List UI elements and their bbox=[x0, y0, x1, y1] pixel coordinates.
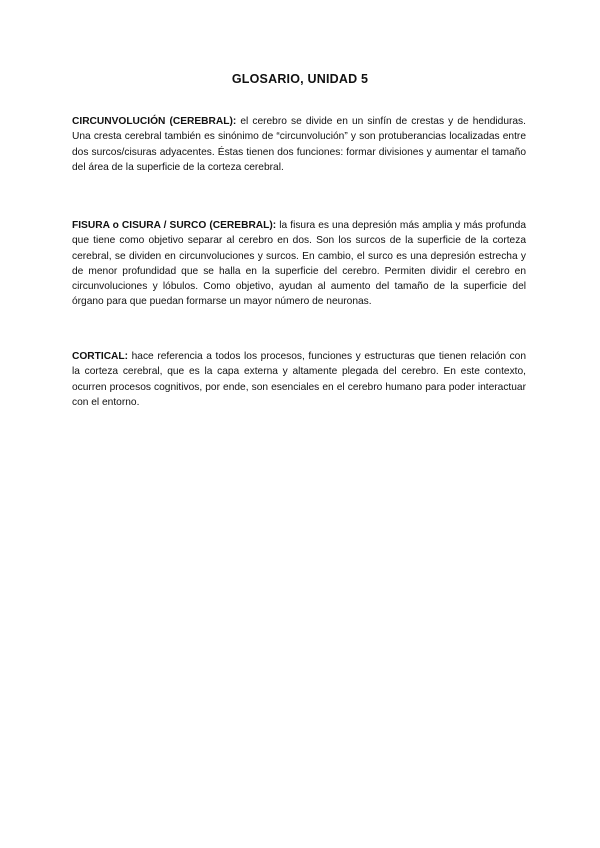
glossary-definition: la fisura es una depresión más amplia y más profunda que tiene como objetivo separar al cerebro en dos. Son los surcos de la superficie de la corteza cerebral, se dividen en circunvoluciones y surcos. En cambio, el surco es una depresión estrecha y de menor profundidad que se halla en la superficie del cerebro. Permiten dividir el cerebro en circunvoluciones y lóbulos. Como objetivo, ayudan al aumento del tamaño de la superficie del órgano para que puedan formarse un mayor número de neuronas. bbox=[72, 220, 526, 308]
glossary-definition: el cerebro se divide en un sinfín de crestas y de hendiduras. Una cresta cerebral también es sinónimo de “circunvolución” y son protuberancias localizadas entre dos surcos/cisuras adyacentes. Éstas tienen dos funciones: formar divisiones y aumentar el tamaño del área de la superficie de la corteza cerebral. bbox=[72, 116, 526, 173]
glossary-entry-circunvolucion bbox=[72, 114, 526, 175]
glossary-term: CORTICAL: bbox=[72, 351, 129, 362]
glossary-entry-fisura bbox=[72, 218, 526, 310]
glossary-definition: hace referencia a todos los procesos, funciones y estructuras que tienen relación con la corteza cerebral, que es la capa externa y altamente plegada del cerebro. En este contexto, ocurren procesos cognitivos, por ende, son esenciales en el cerebro humano para poder interactuar con el entorno. bbox=[72, 351, 526, 408]
glossary-entry-cortical bbox=[72, 349, 526, 410]
glossary-term: FISURA o CISURA / SURCO (CEREBRAL): bbox=[72, 220, 277, 231]
document-title: GLOSARIO, UNIDAD 5 bbox=[231, 72, 369, 86]
glossary-term: CIRCUNVOLUCIÓN (CEREBRAL): bbox=[72, 116, 237, 127]
